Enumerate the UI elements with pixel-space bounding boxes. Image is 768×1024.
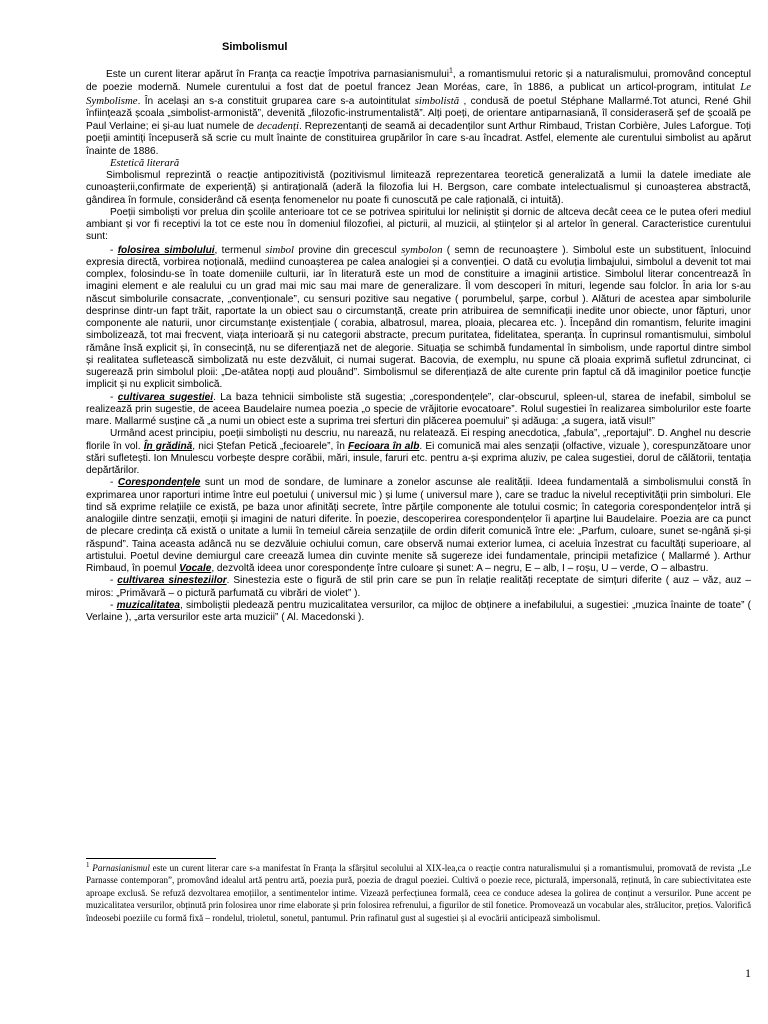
list-dash: - [110, 391, 118, 403]
list-item-corespondente [86, 477, 751, 575]
intro-text-b: , a romantismului retoric și a naturalismului, promovând conceptul de poezie modernă. Numele curentului a fost dat de poetul francez Jean Moréas, care, în 1886, a publicat un articol-program, intitulat [86, 69, 751, 94]
list-dash: - [110, 599, 117, 611]
sugestie-text: . La baza tehnicii simboliste stă sugestia; „corespondențele”, clar-obscurul, spleen-ul, starea de inefabil, simbolul se realizează prin sugestie, de aceea Baudelaire numea poezia „o specie de vrăjitorie evocatoare”. Rolul sugestiei în realizarea simbolurilor este foarte mare. Mallarmé susține că „a numi un obiect este a suprima trei sferturi din plăcerea poemului” și adăuga: „a sugera, iată visul!” [86, 391, 751, 427]
corespondente-text-a: sunt un mod de sondare, de luminare a zonelor ascunse ale realității. Ideea fundamentală a simbolismului constă în exprimarea unor raporturi intime între eul poetului ( universul mic ) și lume ( universul mare ), care se traduc la nivelul receptivității prin simboluri. Ele tind să exprime relațiile ce există, pe baza unor afinități secrete, între părțile componente ale totului cosmic; în categoria corespondențelor intră și analogiile dintre senzații, emoții și imagini de naturi diferite. În poezie, descoperirea corespondențelor îi aparține lui Baudelaire. Poezia are ca punct de plecare credința că există o unitate a lumii în temeiul căreia senzațiile de ordin diferit comunică între ele: „Parfum, culoare, sunet se-ngână și-și răspund”. Taina aceasta adâncă nu se dezvăluie ochiului comun, care observă numai exterior lumea, ci aceluia înzestrat cu facultăți superioare, al artistului. Poetul devine demiurgul care creează lumea din cuvinte menite să sugereze idei fundamentale, principii metafizice ( Mallarmé ). Arthur Rimbaud, în poemul [86, 477, 751, 574]
intro-text-f: , condusă de poetul Stéphane Mallarmé.Tot atunci, René Ghil înființează școala „simbolist-armonistă”, devenită „filozofic-instrumentalistă”. Alți poeți, de orientare antiparnasiană, îl consideraseră șef de școală pe Paul Verlaine; ei și-au luat numele de [86, 95, 751, 132]
simbol-text-c: provine din grecescul [294, 244, 402, 256]
term-cultivarea-sugestiei: cultivarea sugestiei [117, 391, 214, 403]
page-number: 1 [745, 966, 751, 980]
term-corespondentele: Corespondențele [117, 477, 201, 489]
list-dash: - [110, 575, 118, 587]
main-text [86, 69, 751, 624]
simbol-text-e: ( semn de recunoaștere ). Simbolul este un substituent, înlocuind expresia directă, vorbirea noțională, mediind cunoașterea pe calea analogiei și a convenției. O dată cu evoluția limbajului, simbolul a devenit tot mai complex, folosindu-se în toate domeniile culturii, iar în literatură este un mod de constituire a imaginii artistice. Simbolul literar concentrează în imagini element e ale realului cu un grad mai mic sau mai mare de generalizare. Îl vom descoperi în mituri, legende sau folclor. În aria lor s-au născut simbolurile consacrate, „convenționale”, cu sensuri pozitive sau negative ( porumbelul, șarpe, corbul ). Alături de acestea apar simbolurile desprinse dintr-un fapt trăit, raportate la un obiect sau o circumstanță, create prin atribuirea de semnificații inedite unor obiecte, unor făpturi, unor componente ale naturii, unor circumstanțe existențiale ( corabia, albatrosul, marea, ploaia, plecarea etc. ). Începând din romantism, felurite imagini simbolizează, tot mai frecvent, viața interioară și nu categorii abstracte, precum puritatea, fidelitatea, speranța. În cuprinsul romantismului, simbolul rămâne însă explicit și, în consecință, nu se diferențiază net de alegorie. Situația se schimbă fundamental în simbolism, unde raportul dintre simbol și realitatea sufletească simbolizată nu este dezvăluit, ci numai sugerat. Bacovia, de exemplu, nu spune că ploaia exprimă sufletul zdruncinat, ci sugerează prin simbolul ploii: „De-atâtea nopți aud plouând”. Simbolismul se diferențiază de alte curente prin faptul că dă imaginilor poetice funcție implicit și nu explicit simbolică. [86, 244, 751, 391]
list-item-muzicalitate [86, 600, 751, 625]
intro-text-d: . În același an s-a constituit gruparea care s-a autointitulat [137, 95, 415, 107]
italic-symbolon: symbolon [401, 243, 443, 256]
list-item-simbol [86, 244, 751, 392]
principle-paragraph [86, 428, 751, 477]
footnote-text: este un curent literar care s-a manifestat în Franța la sfârșitul secolului al XIX-lea,ca o reacție contra naturalismului și a romantismului, promovată de revista „Le Parnasse contemporan”, promovând idealul artă pentru artă, poezia pură, poezia de dragul poeziei. Cultivă o poezie rece, picturală, impersonală, reținută, în care subiectivitatea este aproape exclusă. Se refuză dezvoltarea emoțiilor, a sentimentelor intime. Vizează perfecțiunea formală, ceea ce conduce adesea la golirea de conținut a versurilor. Pune accent pe muzicalitatea versurilor, obținută prin folosirea unor rime elaborate și prin folosirea refrenului, a figurilor de stil fonetice. Promovează un vocabular ales, strălucitor, prețios. Valorifică îndeosebi poeziile cu formă fixă – rondelul, trioletul, sonetul, pantumul. Prin rafinatul gust al sugestiei și al evocării anticipează simbolismul. [86, 863, 751, 923]
list-item-sinestezii [86, 575, 751, 600]
term-cultivarea-sinesteziilor: cultivarea sinesteziilor [117, 575, 227, 587]
sinestezii-text: . Sinestezia este o figură de stil prin care se pun în relație realități receptate de simțuri diferite ( auz – văz, auz – miros: „Primăvară – o pictură parfumată cu vibrări de violet” ). [86, 575, 751, 599]
intro-paragraph [86, 69, 751, 158]
muzicalitate-text: , simboliștii pledează pentru muzicalitatea versurilor, ca mijloc de obținere a inefabilului, a sugestiei: „muzica înainte de toate” ( Verlaine ), „arta versurilor este arta muzicii” ( Al. Macedonski ). [86, 599, 751, 623]
principle-text-c: , nici Ștefan Petică „fecioarele”, în [192, 440, 349, 452]
italic-simbolista: simbolistă [414, 94, 460, 107]
corespondente-text-c: , dezvoltă ideea unor corespondențe între culoare și sunet: A – negru, E – alb, I – roșu, U – verde, O – albastru. [211, 563, 709, 574]
footnote-reference[interactable]: 1 [449, 67, 453, 75]
list-dash: - [110, 244, 118, 256]
footnote-separator [86, 858, 216, 859]
section-subheading: Estetică literară [110, 157, 180, 169]
intro-text-a: Este un curent literar apărut în Franța ca reacție împotriva parnasianismului [106, 69, 450, 80]
term-folosirea-simbolului: folosirea simbolului [117, 244, 215, 256]
italic-decadenti: decadenți [256, 120, 299, 132]
list-dash: - [110, 477, 118, 489]
italic-simbol: simbol [265, 243, 295, 256]
aesthetics-paragraph: Simbolismul reprezintă o reacție antipozitivistă (pozitivismul limitează reprezentarea teoretică generalizată a lumii la datele imediate ale cunoașterii,confirmate de experiență) și antirațională (aderă la filozofia lui H. Bergson, care combate intelectualismul și cunoașterea abstractă, gândirea în formule, considerând că esența fenomenelor nu poate fi cunoscută pe cale rațională, ci intuită). [86, 170, 751, 206]
work-title-vocale: Vocale [179, 563, 212, 574]
footnote-number: 1 [86, 860, 90, 869]
article-title-italic: Le Symbolisme [86, 81, 751, 107]
characteristics-intro: Poeții simboliști vor prelua din școlile anterioare tot ce se potrivea spiritului lor neliniștit și dornic de altceva decât ceea ce le putea oferi mediul ambiant și vor fi receptivi la tot ce este nou în domeniul filozofiei, al picturii, al muzicii, al științelor și al artelor în general. Caracteristice curentului sunt: [86, 206, 751, 243]
work-title-in-gradina: În grădină [143, 440, 193, 452]
page-title: Simbolismul [222, 41, 288, 53]
intro-text-h: . Reprezentanți de seamă ai decadenților sunt Arthur Rimbaud, Tristan Corbière, Jules Laforgue. Toți poeții amintiți începuseră să scrie cu mult înainte de constituirea grupărilor în care s-au încadrat. Astfel, elemente ale curentului simbolist au apărut înainte de 1886. [86, 121, 751, 157]
simbol-text-a: , termenul [214, 244, 266, 256]
work-title-fecioara-in-alb: Fecioara în alb [348, 440, 420, 452]
term-muzicalitatea: muzicalitatea [116, 599, 180, 611]
principle-text-e: . Ei comunică mai ales senzații (olfactive, vizuale ), corespunzătoare unor stări sufletești. Ion Mnulescu vorbește despre corăbii, mări, insule, faruri etc. pentru a-și exprima aluziv, pe calea sugestiei, dorul de călătorii, tentația depărtărilor. [86, 440, 752, 476]
principle-text-a: Urmând acest principiu, poeții simboliști nu descriu, nu narează, nu relatează. Ei resping anecdotica, „fabula”, „reportajul”. D. Anghel nu descrie florile în vol. [86, 428, 751, 452]
footnote [86, 862, 751, 924]
footnote-paragraph [86, 862, 751, 924]
list-item-sugestie [86, 392, 751, 429]
footnote-term: Parnasianismul [92, 863, 150, 873]
